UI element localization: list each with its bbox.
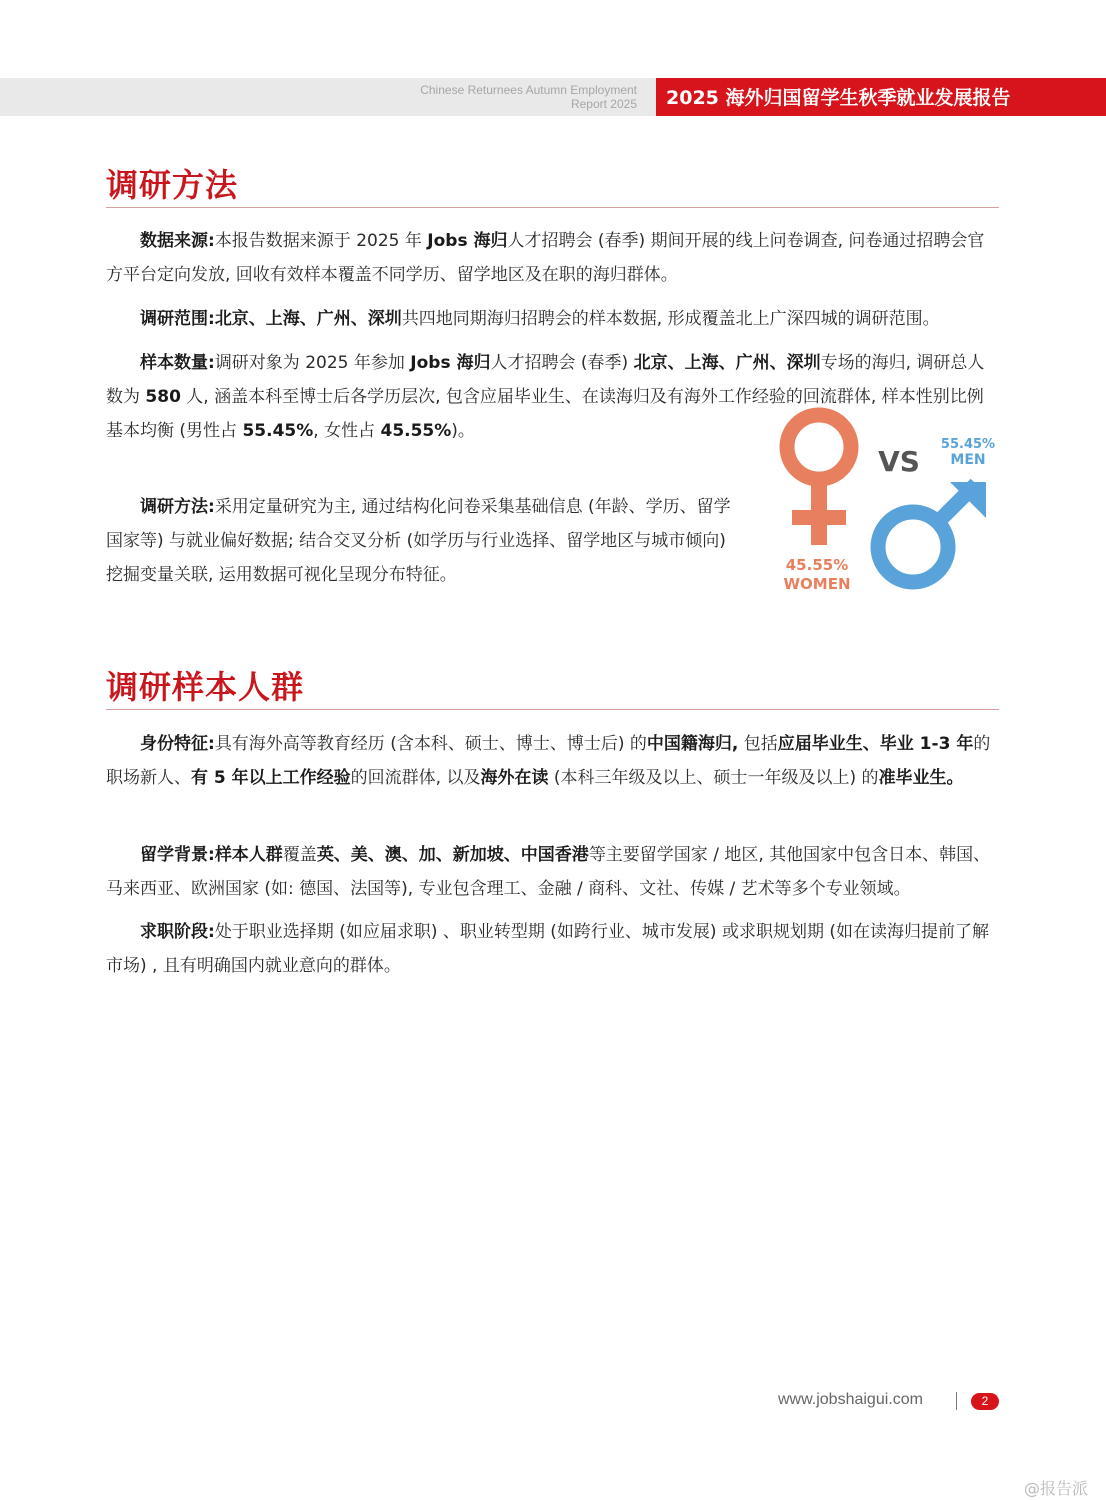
bold-text: Jobs 海归 [427, 231, 508, 251]
text: 的回流群体, 以及 [350, 768, 481, 788]
bold-text: 准毕业生。 [878, 768, 964, 788]
text: 专场的海归, 调研总人数为 [106, 353, 985, 407]
text: 本报告数据来源于 2025 年 [214, 231, 428, 251]
header-en-line2: Report 2025 [570, 97, 637, 111]
page-number-badge: 2 [971, 1393, 999, 1410]
text: (本科三年级及以上、硕士一年级及以上) 的 [548, 768, 879, 788]
bold-text: 海外在读 [480, 768, 549, 788]
women-percent: 45.55% [785, 556, 849, 574]
footer-separator [956, 1392, 957, 1410]
header-chinese-title: 2025 海外归国留学生秋季就业发展报告 [656, 78, 1106, 116]
text: 共四地同期海归招聘会的样本数据, 形成覆盖北上广深四城的调研范围。 [401, 309, 940, 329]
section-title-sample-population: 调研样本人群 [106, 668, 305, 706]
label-method: 调研方法: [140, 497, 215, 517]
bold-text: 北京、上海、广州、深圳 [214, 309, 402, 329]
text: 人, 涵盖本科至博士后各学历层次, 包含应届毕业生、在读海归及有海外工作经验的回流群体, 样本性别比例基本均衡 (男性占 [106, 387, 984, 441]
label-scope: 调研范围: [140, 309, 215, 329]
text: 等主要留学国家 / 地区, 其他国家中包含日本、韩国、马来西亚、欧洲国家 (如: 德国、法国等), 专业包含理工、金融 / 商科、文社、传媒 / 艺术等多个专业领域。 [106, 845, 991, 899]
text: 采用定量研究为主, 通过结构化问卷采集基础信息 (年龄、学历、留学国家等) 与就业偏好数据; 结合交叉分析 (如学历与行业选择、留学地区与城市倾向) 挖掘变量关联, 运用数据可视化呈现分布特征。 [106, 497, 731, 585]
paragraph-stage [106, 915, 999, 983]
label-background: 留学背景: [140, 845, 215, 865]
paragraph-scope [106, 302, 999, 336]
text: 调研对象为 2025 年参加 [214, 353, 411, 373]
men-percent: 55.45% [940, 437, 996, 452]
bold-text: 55.45% [242, 421, 314, 441]
text: , 女性占 [313, 421, 381, 441]
bold-text: 45.55% [380, 421, 452, 441]
text: 处于职业选择期 (如应届求职) 、职业转型期 (如跨行业、城市发展) 或求职规划期 (如在读海归提前了解市场) , 且有明确国内就业意向的群体。 [106, 922, 989, 976]
label-stage: 求职阶段: [140, 922, 215, 942]
bold-text: 应届毕业生、毕业 1-3 年 [777, 734, 974, 754]
paragraph-data-source [106, 224, 999, 292]
text: 覆盖 [282, 845, 317, 865]
section-divider [106, 207, 999, 208]
gender-ratio-graphic [770, 405, 1010, 600]
footer-website-link[interactable]: www.jobshaigui.com [778, 1391, 923, 1408]
bold-text: 中国籍海归, [646, 734, 739, 754]
bold-text: 样本人群 [214, 845, 283, 865]
text: 包括 [738, 734, 778, 754]
section-divider [106, 709, 999, 710]
paragraph-method [106, 490, 746, 592]
watermark: @报告派 [1024, 1479, 1089, 1498]
bold-text: 英、美、澳、加、新加坡、中国香港 [316, 845, 589, 865]
paragraph-background [106, 838, 999, 906]
text: 人才招聘会 (春季) 期间开展的线上问卷调查, 问卷通过招聘会官方平台定向发放, 回收有效样本覆盖不同学历、留学地区及在职的海归群体。 [106, 231, 985, 285]
text: 人才招聘会 (春季) [490, 353, 634, 373]
bold-text: Jobs 海归 [410, 353, 491, 373]
section-title-method: 调研方法 [106, 166, 239, 204]
paragraph-identity [106, 727, 999, 795]
text: )。 [451, 421, 475, 441]
bold-text: 北京、上海、广州、深圳 [633, 353, 821, 373]
vs-label: VS [878, 445, 920, 478]
label-data-source: 数据来源: [140, 231, 215, 251]
male-icon [878, 482, 986, 582]
label-sample: 样本数量: [140, 353, 215, 373]
header-english-title [337, 83, 637, 111]
bold-text: 580 [145, 387, 181, 407]
women-label: WOMEN [783, 575, 851, 593]
bold-text: 有 5 年以上工作经验 [191, 768, 351, 788]
men-label: MEN [950, 452, 986, 468]
header-en-line1: Chinese Returnees Autumn Employment [420, 83, 637, 97]
female-icon [787, 415, 851, 545]
text: 的职场新人、 [106, 734, 991, 788]
text: 具有海外高等教育经历 (含本科、硕士、博士、博士后) 的 [214, 734, 647, 754]
label-identity: 身份特征: [140, 734, 215, 754]
